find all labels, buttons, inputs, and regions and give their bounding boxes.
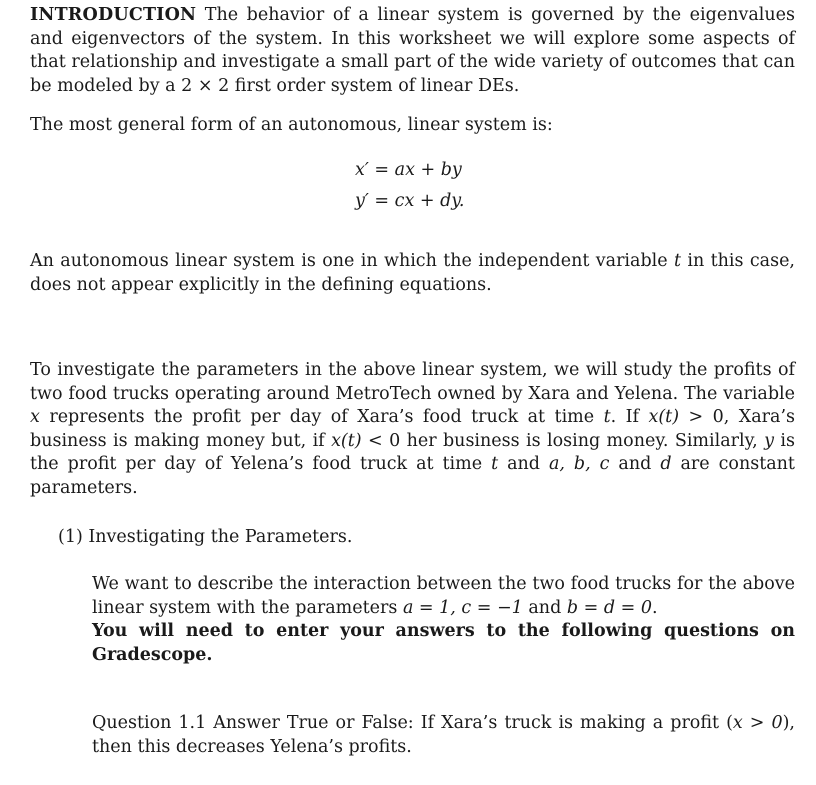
autonomous-definition-paragraph bbox=[30, 250, 795, 297]
question-1-1 bbox=[92, 712, 795, 759]
investigate-text-9: are constant parameters. bbox=[30, 454, 795, 498]
describe-and: and bbox=[522, 597, 567, 618]
introduction-text: The behavior of a linear system is governed by the eigenvalues and eigenvectors of the system. In this worksheet we will explore some aspects of that relationship and investigate a small part of the wide variety of outcomes that can be modeled by a 2 × 2 first order system of linear DEs. bbox=[30, 5, 795, 96]
equation-x-prime: x′ = ax + by bbox=[355, 160, 462, 180]
investigate-text-6: is the profit per day of Yelena’s food truck at time bbox=[30, 430, 795, 474]
introduction-paragraph bbox=[30, 4, 795, 98]
describe-text: We want to describe the interaction between the two food trucks for the above linear system with the parameters bbox=[92, 574, 795, 618]
describe-end: . bbox=[651, 597, 658, 618]
general-form-text: The most general form of an autonomous, linear system is: bbox=[30, 115, 553, 135]
var-x-of-t: x(t) bbox=[648, 407, 680, 427]
var-x-of-t: x(t) bbox=[331, 430, 362, 451]
investigate-text-3: . If bbox=[610, 407, 649, 427]
params-b-d: b = d = 0 bbox=[566, 597, 652, 618]
section-title: (1) Investigating the Parameters. bbox=[58, 527, 353, 547]
question-suffix: ), then this decreases Yelena’s profits. bbox=[92, 713, 795, 757]
equation-y-prime: y′ = cx + dy. bbox=[355, 191, 465, 211]
investigate-text-7: and bbox=[498, 454, 549, 474]
investigate-text-1: To investigate the parameters in the above linear system, we will study the profits of two food trucks operating around MetroTech owned by Xara and Yelena. The variable bbox=[30, 360, 795, 404]
var-abc: a, b, c bbox=[548, 454, 610, 474]
question-condition: x > 0 bbox=[732, 713, 783, 733]
investigate-text-5: < 0 her business is losing money. Similarly, bbox=[361, 430, 765, 451]
parameters-paragraph bbox=[92, 573, 795, 667]
investigate-text-8: and bbox=[609, 454, 661, 474]
introduction-heading: INTRODUCTION bbox=[30, 5, 197, 25]
food-truck-paragraph bbox=[30, 359, 795, 500]
investigate-text-2: represents the profit per day of Xara’s food truck at time bbox=[39, 407, 604, 427]
autonomous-text-1: An autonomous linear system is one in which the independent variable bbox=[30, 251, 674, 271]
var-x: x bbox=[30, 407, 40, 427]
gradescope-instruction: You will need to enter your answers to the following questions on Gradescope. bbox=[92, 621, 795, 665]
var-t: t bbox=[491, 454, 499, 474]
var-y: y bbox=[764, 430, 775, 451]
var-t: t bbox=[673, 251, 682, 271]
autonomous-text-2: in this case, does not appear explicitly in the defining equations. bbox=[30, 251, 795, 295]
var-t: t bbox=[603, 407, 611, 427]
investigate-text-4: > 0, Xara’s business is making money but, if bbox=[30, 407, 795, 451]
params-a-c: a = 1, c = −1 bbox=[402, 597, 523, 618]
question-prefix: Question 1.1 Answer True or False: If Xara’s truck is making a profit ( bbox=[92, 713, 733, 733]
var-d: d bbox=[660, 454, 672, 474]
